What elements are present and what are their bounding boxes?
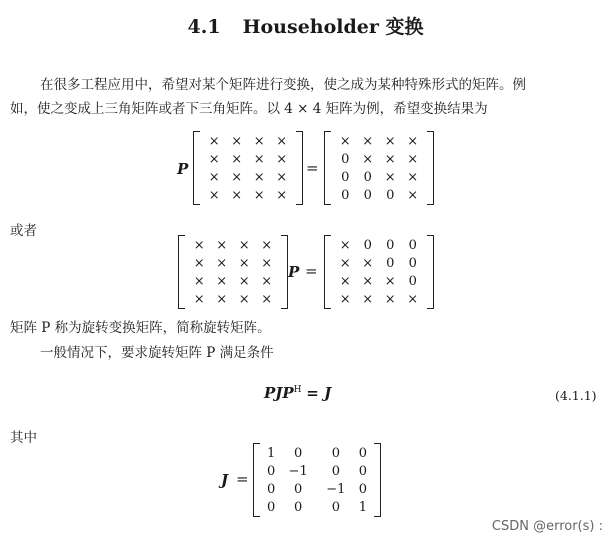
- matrix-cell: ×: [407, 291, 419, 307]
- matrix-cell: ×: [407, 151, 419, 167]
- matrix-cell: 0: [408, 273, 417, 289]
- matrix-cell: 0: [386, 237, 395, 253]
- eq1-lhs-matrix: [193, 131, 303, 205]
- matrix-cell: ×: [253, 133, 265, 149]
- matrix-cell: 0: [293, 481, 303, 497]
- matrix-cell: ×: [339, 255, 351, 271]
- matrix-cell: 0: [341, 169, 350, 185]
- eq3-superscript: H: [293, 385, 302, 395]
- matrix-cell: ×: [208, 151, 220, 167]
- matrix-cell: ×: [261, 237, 273, 253]
- matrix-cell: −1: [288, 463, 308, 479]
- matrix-cell: ×: [362, 291, 374, 307]
- right-bracket: [374, 443, 381, 517]
- left-bracket: [193, 131, 200, 205]
- matrix-cell: 0: [267, 463, 276, 479]
- matrix-cell: ×: [339, 237, 351, 253]
- matrix-cell: ×: [362, 151, 374, 167]
- matrix-row: [263, 462, 371, 480]
- matrix-row: [263, 444, 371, 462]
- matrix-cell: 0: [293, 445, 303, 461]
- paragraph-1-line-2: 如，使之变成上三角矩阵或者下三角矩阵。以 4 × 4 矩阵为例，希望变换结果为: [10, 101, 488, 117]
- paragraph-2: 矩阵 P 称为旋转变换矩阵，简称旋转矩阵。: [10, 320, 271, 336]
- matrix-row: [188, 272, 278, 290]
- matrix-row: [334, 186, 424, 204]
- matrix-cell: 0: [363, 237, 372, 253]
- matrix-cell: ×: [231, 169, 243, 185]
- eq1-lhs-symbol: P: [177, 160, 189, 178]
- matrix-row: [334, 150, 424, 168]
- matrix-cell: ×: [407, 169, 419, 185]
- eq4-symbol: J: [221, 471, 229, 489]
- matrix-cell: ×: [216, 237, 228, 253]
- matrix-cell: ×: [339, 133, 351, 149]
- matrix-cell: ×: [238, 255, 250, 271]
- matrix-cell: 0: [386, 187, 395, 203]
- matrix-cell: ×: [362, 273, 374, 289]
- matrix-cell: ×: [238, 291, 250, 307]
- matrix-row: [334, 132, 424, 150]
- matrix-cell: ×: [216, 291, 228, 307]
- matrix-cell: ×: [253, 187, 265, 203]
- matrix-row: [334, 236, 424, 254]
- section-title: [0, 12, 611, 39]
- matrix-cell: 1: [267, 445, 276, 461]
- right-bracket: [281, 235, 288, 309]
- right-bracket: [427, 131, 434, 205]
- eq3-rhs: = J: [306, 384, 332, 402]
- matrix-cell: ×: [208, 169, 220, 185]
- matrix-row: [188, 254, 278, 272]
- matrix-cell: 0: [408, 237, 417, 253]
- matrix-cell: 0: [363, 169, 372, 185]
- matrix-cell: ×: [261, 291, 273, 307]
- matrix-cell: ×: [276, 187, 288, 203]
- matrix-cell: 0: [293, 499, 303, 515]
- matrix-cell: ×: [253, 151, 265, 167]
- left-bracket: [324, 131, 331, 205]
- matrix-cell: 0: [358, 445, 367, 461]
- right-bracket: [427, 235, 434, 309]
- left-bracket: [253, 443, 260, 517]
- matrix-cell: ×: [261, 273, 273, 289]
- where-text: 其中: [10, 430, 37, 446]
- matrix-row: [203, 150, 293, 168]
- eq3-lhs: PJP: [264, 384, 294, 402]
- matrix-cell: ×: [216, 255, 228, 271]
- paragraph-1-line-1: 在很多工程应用中，希望对某个矩阵进行变换，使之成为某种特殊形式的矩阵。例: [40, 77, 526, 93]
- matrix-cell: 0: [331, 445, 340, 461]
- matrix-cell: ×: [276, 169, 288, 185]
- matrix-row: [263, 480, 371, 498]
- eq4-matrix: [253, 443, 381, 517]
- matrix-cell: 1: [358, 499, 367, 515]
- left-bracket: [178, 235, 185, 309]
- matrix-cell: ×: [384, 151, 396, 167]
- matrix-row: [203, 132, 293, 150]
- matrix-cell: 0: [341, 151, 350, 167]
- matrix-cell: ×: [362, 133, 374, 149]
- matrix-cell: 0: [267, 481, 276, 497]
- matrix-row: [188, 290, 278, 308]
- matrix-cell: ×: [407, 187, 419, 203]
- matrix-cell: −1: [326, 481, 346, 497]
- matrix-row: [263, 498, 371, 516]
- matrix-row: [334, 290, 424, 308]
- matrix-cell: ×: [384, 291, 396, 307]
- matrix-cell: ×: [193, 255, 205, 271]
- matrix-row: [334, 168, 424, 186]
- matrix-cell: ×: [384, 133, 396, 149]
- matrix-cell: ×: [276, 151, 288, 167]
- matrix-cell: ×: [362, 255, 374, 271]
- eq3-label: (4.1.1): [555, 388, 597, 403]
- eq2-lhs-matrix: [178, 235, 288, 309]
- matrix-cell: ×: [384, 273, 396, 289]
- matrix-cell: 0: [358, 481, 367, 497]
- matrix-cell: 0: [331, 463, 340, 479]
- watermark: CSDN @error(s) :: [491, 519, 603, 534]
- eq4-equals: =: [236, 470, 249, 488]
- matrix-cell: 0: [267, 499, 276, 515]
- matrix-cell: 0: [341, 187, 350, 203]
- left-bracket: [324, 235, 331, 309]
- matrix-row: [188, 236, 278, 254]
- matrix-cell: ×: [193, 237, 205, 253]
- matrix-cell: ×: [276, 133, 288, 149]
- eq1-equals: =: [306, 159, 319, 177]
- matrix-cell: ×: [208, 133, 220, 149]
- matrix-cell: 0: [358, 463, 367, 479]
- matrix-cell: ×: [238, 237, 250, 253]
- eq2-rhs-matrix: [324, 235, 434, 309]
- matrix-cell: 0: [408, 255, 417, 271]
- eq1-rhs-matrix: [324, 131, 434, 205]
- matrix-row: [203, 186, 293, 204]
- eq2-equals: =: [305, 262, 318, 280]
- matrix-cell: ×: [193, 273, 205, 289]
- right-bracket: [296, 131, 303, 205]
- matrix-cell: ×: [253, 169, 265, 185]
- section-number: 4.1: [187, 16, 221, 38]
- or-text: 或者: [10, 223, 37, 239]
- paragraph-3: 一般情况下，要求旋转矩阵 P 满足条件: [40, 345, 274, 361]
- matrix-row: [334, 272, 424, 290]
- eq2-rhs-symbol: P: [288, 263, 300, 281]
- section-name: Householder 变换: [242, 16, 424, 38]
- matrix-cell: ×: [407, 133, 419, 149]
- matrix-cell: ×: [339, 273, 351, 289]
- matrix-cell: 0: [386, 255, 395, 271]
- matrix-cell: ×: [193, 291, 205, 307]
- matrix-cell: ×: [339, 291, 351, 307]
- matrix-cell: ×: [231, 151, 243, 167]
- matrix-cell: ×: [231, 187, 243, 203]
- eq3-expression: [264, 384, 331, 402]
- matrix-cell: ×: [216, 273, 228, 289]
- matrix-cell: ×: [261, 255, 273, 271]
- matrix-cell: 0: [363, 187, 372, 203]
- matrix-cell: ×: [208, 187, 220, 203]
- matrix-row: [334, 254, 424, 272]
- matrix-cell: 0: [331, 499, 340, 515]
- matrix-row: [203, 168, 293, 186]
- matrix-cell: ×: [238, 273, 250, 289]
- matrix-cell: ×: [231, 133, 243, 149]
- matrix-cell: ×: [384, 169, 396, 185]
